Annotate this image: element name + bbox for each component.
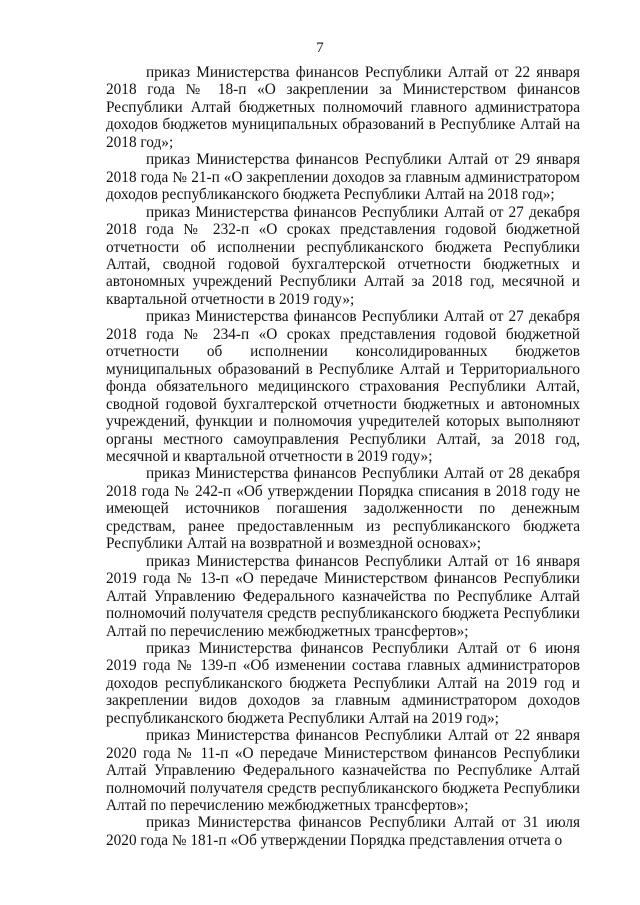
list-item-order-232p: приказ Министерства финансов Республики Алтай от 27 декабря 2018 года № 232-п «О сроках представления годовой бюджетной отчетности об исполнении республиканского бюджета Республики Алтай, сводной годовой бухгалтерской отчетности бюджетных и автономных учреждений Республики Алтай за 2018 год, месячной и квартальной отчетности в 2019 году»; <box>106 203 580 308</box>
list-item-order-242p: приказ Министерства финансов Республики Алтай от 28 декабря 2018 года № 242-п «Об утверждении Порядка списания в 2018 году не имеющей источников погашения задолженности по денежным средствам, ранее предоставленным из республиканского бюджета Республики Алтай на возвратной и возмездной основах»; <box>106 465 580 553</box>
list-item-order-139p: приказ Министерства финансов Республики Алтай от 6 июня 2019 года № 139-п «Об изменении состава главных администраторов доходов республиканского бюджета Республики Алтай на 2019 год и закреплении видов доходов за главным администратором доходов республиканского бюджета Республики Алтай на 2019 год»; <box>106 639 580 727</box>
list-item-order-18p: приказ Министерства финансов Республики Алтай от 22 января 2018 года № 18-п «О закреплении за Министерством финансов Республики Алтай бюджетных полномочий главного администратора доходов бюджетов муниципальных образований в Республике Алтай на 2018 год»; <box>106 64 580 151</box>
page-number: 7 <box>316 40 324 56</box>
list-item-order-13p: приказ Министерства финансов Республики Алтай от 16 января 2019 года № 13-п «О передаче Министерством финансов Республики Алтай Управлению Федерального казначейства по Республике Алтай полномочий получателя средств республиканского бюджета Республики Алтай по перечислению межбюджетных трансфертов»; <box>106 552 580 640</box>
list-item-order-181p: приказ Министерства финансов Республики Алтай от 31 июля 2020 года № 181-п «Об утверждении Порядка представления отчета о <box>106 814 580 849</box>
list-item-order-234p: приказ Министерства финансов Республики Алтай от 27 декабря 2018 года № 234-п «О сроках представления годовой бюджетной отчетности об исполнении консолидированных бюджетов муниципальных образований в Республике Алтай и Территориального фонда обязательного медицинского страхования Республики Алтай, сводной годовой бухгалтерской отчетности бюджетных и автономных учреждений, функции и полномочия учредителей которых выполняют органы местного самоуправления Республики Алтай, за 2018 год, месячной и квартальной отчетности в 2019 году»; <box>106 308 580 465</box>
list-item-order-21p: приказ Министерства финансов Республики Алтай от 29 января 2018 года № 21-п «О закреплении доходов за главным администратором доходов республиканского бюджета Республики Алтай на 2018 год»; <box>106 151 580 204</box>
list-item-order-11p: приказ Министерства финансов Республики Алтай от 22 января 2020 года № 11-п «О передаче Министерством финансов Республики Алтай Управлению Федерального казначейства по Республике Алтай полномочий получателя средств республиканского бюджета Республики Алтай по перечислению межбюджетных трансфертов»; <box>106 727 580 815</box>
document-body <box>106 64 580 849</box>
